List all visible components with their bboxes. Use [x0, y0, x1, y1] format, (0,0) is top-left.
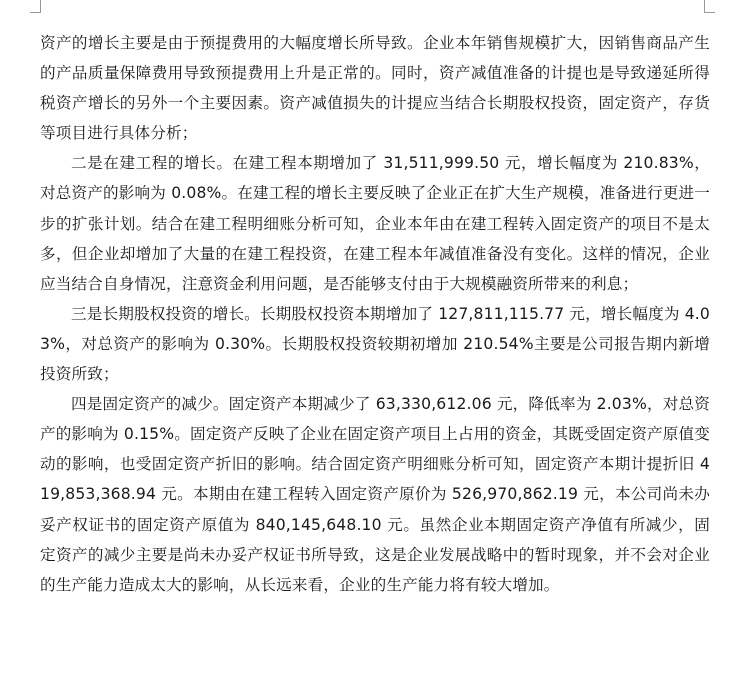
- paragraph-construction-in-progress: 二是在建工程的增长。在建工程本期增加了 31,511,999.50 元，增长幅度为 210.83%，对总资产的影响为 0.08%。在建工程的增长主要反映了企业正在扩大生产规模，准备进行更进一步的扩张计划。结合在建工程明细账分析可知，企业本年由在建工程转入固定资产的项目不是太多，但企业却增加了大量的在建工程投资，在建工程本年减值准备没有变化。这样的情况，企业应当结合自身情况，注意资金利用问题，是否能够支付由于大规模融资所带来的利息；: [40, 154, 710, 293]
- paragraph-deferred-tax-assets: 资产的增长主要是由于预提费用的大幅度增长所导致。企业本年销售规模扩大，因销售商品产生的产品质量保障费用导致预提费用上升是正常的。同时，资产减值准备的计提也是导致递延所得税资产增长的另外一个主要因素。资产减值损失的计提应当结合长期股权投资，固定资产，存货等项目进行具体分析；: [40, 34, 710, 143]
- margin-corner-mark-right: [704, 0, 715, 13]
- document-body[interactable]: [40, 28, 710, 600]
- margin-corner-mark-left: [30, 0, 41, 13]
- paragraph-fixed-assets: 四是固定资产的减少。固定资产本期减少了 63,330,612.06 元，降低率为 2.03%，对总资产的影响为 0.15%。固定资产反映了企业在固定资产项目上占用的资金，其既受固定资产原值变动的影响，也受固定资产折旧的影响。结合固定资产明细账分析可知，固定资产本期计提折旧 419,853,368.94 元。本期由在建工程转入固定资产原价为 526,970,862.19 元，本公司尚未办妥产权证书的固定资产原值为 840,145,648.10 元。虽然企业本期固定资产净值有所减少，固定资产的减少主要是尚未办妥产权证书所导致，这是企业发展战略中的暂时现象，并不会对企业的生产能力造成太大的影响，从长远来看，企业的生产能力将有较大增加。: [40, 395, 710, 594]
- paragraph-long-term-equity-investment: 三是长期股权投资的增长。长期股权投资本期增加了 127,811,115.77 元，增长幅度为 4.03%，对总资产的影响为 0.30%。长期股权投资较期初增加 210.54%主要是公司报告期内新增投资所致；: [40, 304, 710, 384]
